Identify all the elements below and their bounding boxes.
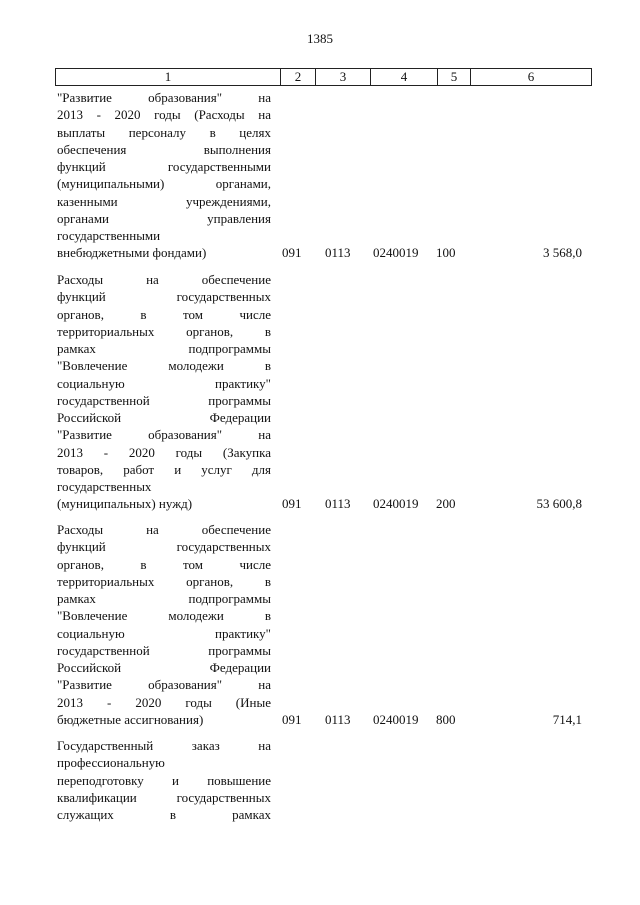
header-col-3: 3: [316, 69, 371, 86]
cell-razdel: 0113: [325, 245, 351, 260]
description-line: 2013 - 2020 годы (Расходы на: [57, 107, 271, 123]
description-line: социальную практику": [57, 625, 271, 641]
description-line: территориальных органов, в: [57, 573, 271, 589]
description-line: "Вовлечение молодежи в: [57, 358, 271, 374]
description-line: органами управления: [57, 210, 271, 226]
header-col-4: 4: [371, 69, 438, 86]
cell-target-article: 0240019: [373, 245, 419, 260]
description-line: органов, в том числе: [57, 306, 271, 322]
description-line: социальную практику": [57, 375, 271, 391]
description-line: Государственный заказ на: [57, 738, 271, 753]
description-line: казенными учреждениями,: [57, 193, 271, 209]
header-col-1: 1: [56, 69, 281, 86]
description-line: служащих в рамках: [57, 807, 271, 822]
description-line: 2013 - 2020 годы (Иные: [57, 694, 271, 710]
description-line: функций государственных: [57, 289, 271, 305]
description-line: "Развитие образования" на: [57, 677, 271, 693]
description-line: (муниципальных) нужд): [57, 496, 193, 512]
description-line: выплаты персоналу в целях: [57, 124, 271, 140]
header-col-6: 6: [471, 69, 592, 86]
description-line: переподготовку и повышение: [57, 772, 271, 788]
cell-glava: 091: [282, 245, 302, 260]
description-line: рамках подпрограммы: [57, 341, 271, 356]
description-line: профессиональную: [57, 755, 165, 771]
description-line: государственными: [57, 228, 161, 243]
row-description: [57, 737, 271, 823]
cell-expense-type: 800: [436, 712, 456, 727]
cell-glava: 091: [282, 496, 302, 511]
page-number: 1385: [307, 31, 333, 46]
description-line: государственной программы: [57, 642, 271, 658]
cell-target-article: 0240019: [373, 712, 419, 727]
cell-sum: 53 600,8: [536, 496, 582, 511]
description-line: внебюджетными фондами): [57, 245, 207, 261]
row-description: [57, 271, 271, 513]
header-col-5: 5: [438, 69, 471, 86]
row-description: [57, 521, 271, 728]
cell-glava: 091: [282, 712, 302, 727]
header-row: [56, 69, 592, 86]
description-line: рамках подпрограммы: [57, 591, 271, 606]
description-line: Российской Федерации: [57, 660, 271, 675]
cell-razdel: 0113: [325, 712, 351, 727]
cell-sum: 3 568,0: [543, 245, 582, 260]
cell-target-article: 0240019: [373, 496, 419, 511]
description-line: функций государственных: [57, 539, 271, 555]
cell-sum: 714,1: [552, 712, 582, 727]
description-line: Расходы на обеспечение: [57, 272, 271, 287]
description-line: Расходы на обеспечение: [57, 522, 271, 537]
description-line: обеспечения выполнения: [57, 141, 271, 157]
row-description: [57, 89, 271, 262]
description-line: (муниципальными) органами,: [57, 176, 271, 192]
description-line: государственной программы: [57, 392, 271, 408]
description-line: квалификации государственных: [57, 789, 271, 805]
description-line: "Развитие образования" на: [57, 90, 271, 105]
cell-expense-type: 200: [436, 496, 456, 511]
description-line: Российской Федерации: [57, 410, 271, 425]
cell-expense-type: 100: [436, 245, 456, 260]
cell-razdel: 0113: [325, 496, 351, 511]
description-line: товаров, работ и услуг для: [57, 461, 271, 477]
description-line: 2013 - 2020 годы (Закупка: [57, 444, 271, 460]
description-line: "Вовлечение молодежи в: [57, 608, 271, 624]
description-line: органов, в том числе: [57, 556, 271, 572]
description-line: государственных: [57, 479, 152, 494]
description-line: "Развитие образования" на: [57, 427, 271, 443]
description-line: бюджетные ассигнования): [57, 711, 204, 727]
header-col-2: 2: [281, 69, 316, 86]
table-header: [55, 68, 592, 86]
description-line: функций государственными: [57, 159, 271, 174]
description-line: территориальных органов, в: [57, 323, 271, 339]
